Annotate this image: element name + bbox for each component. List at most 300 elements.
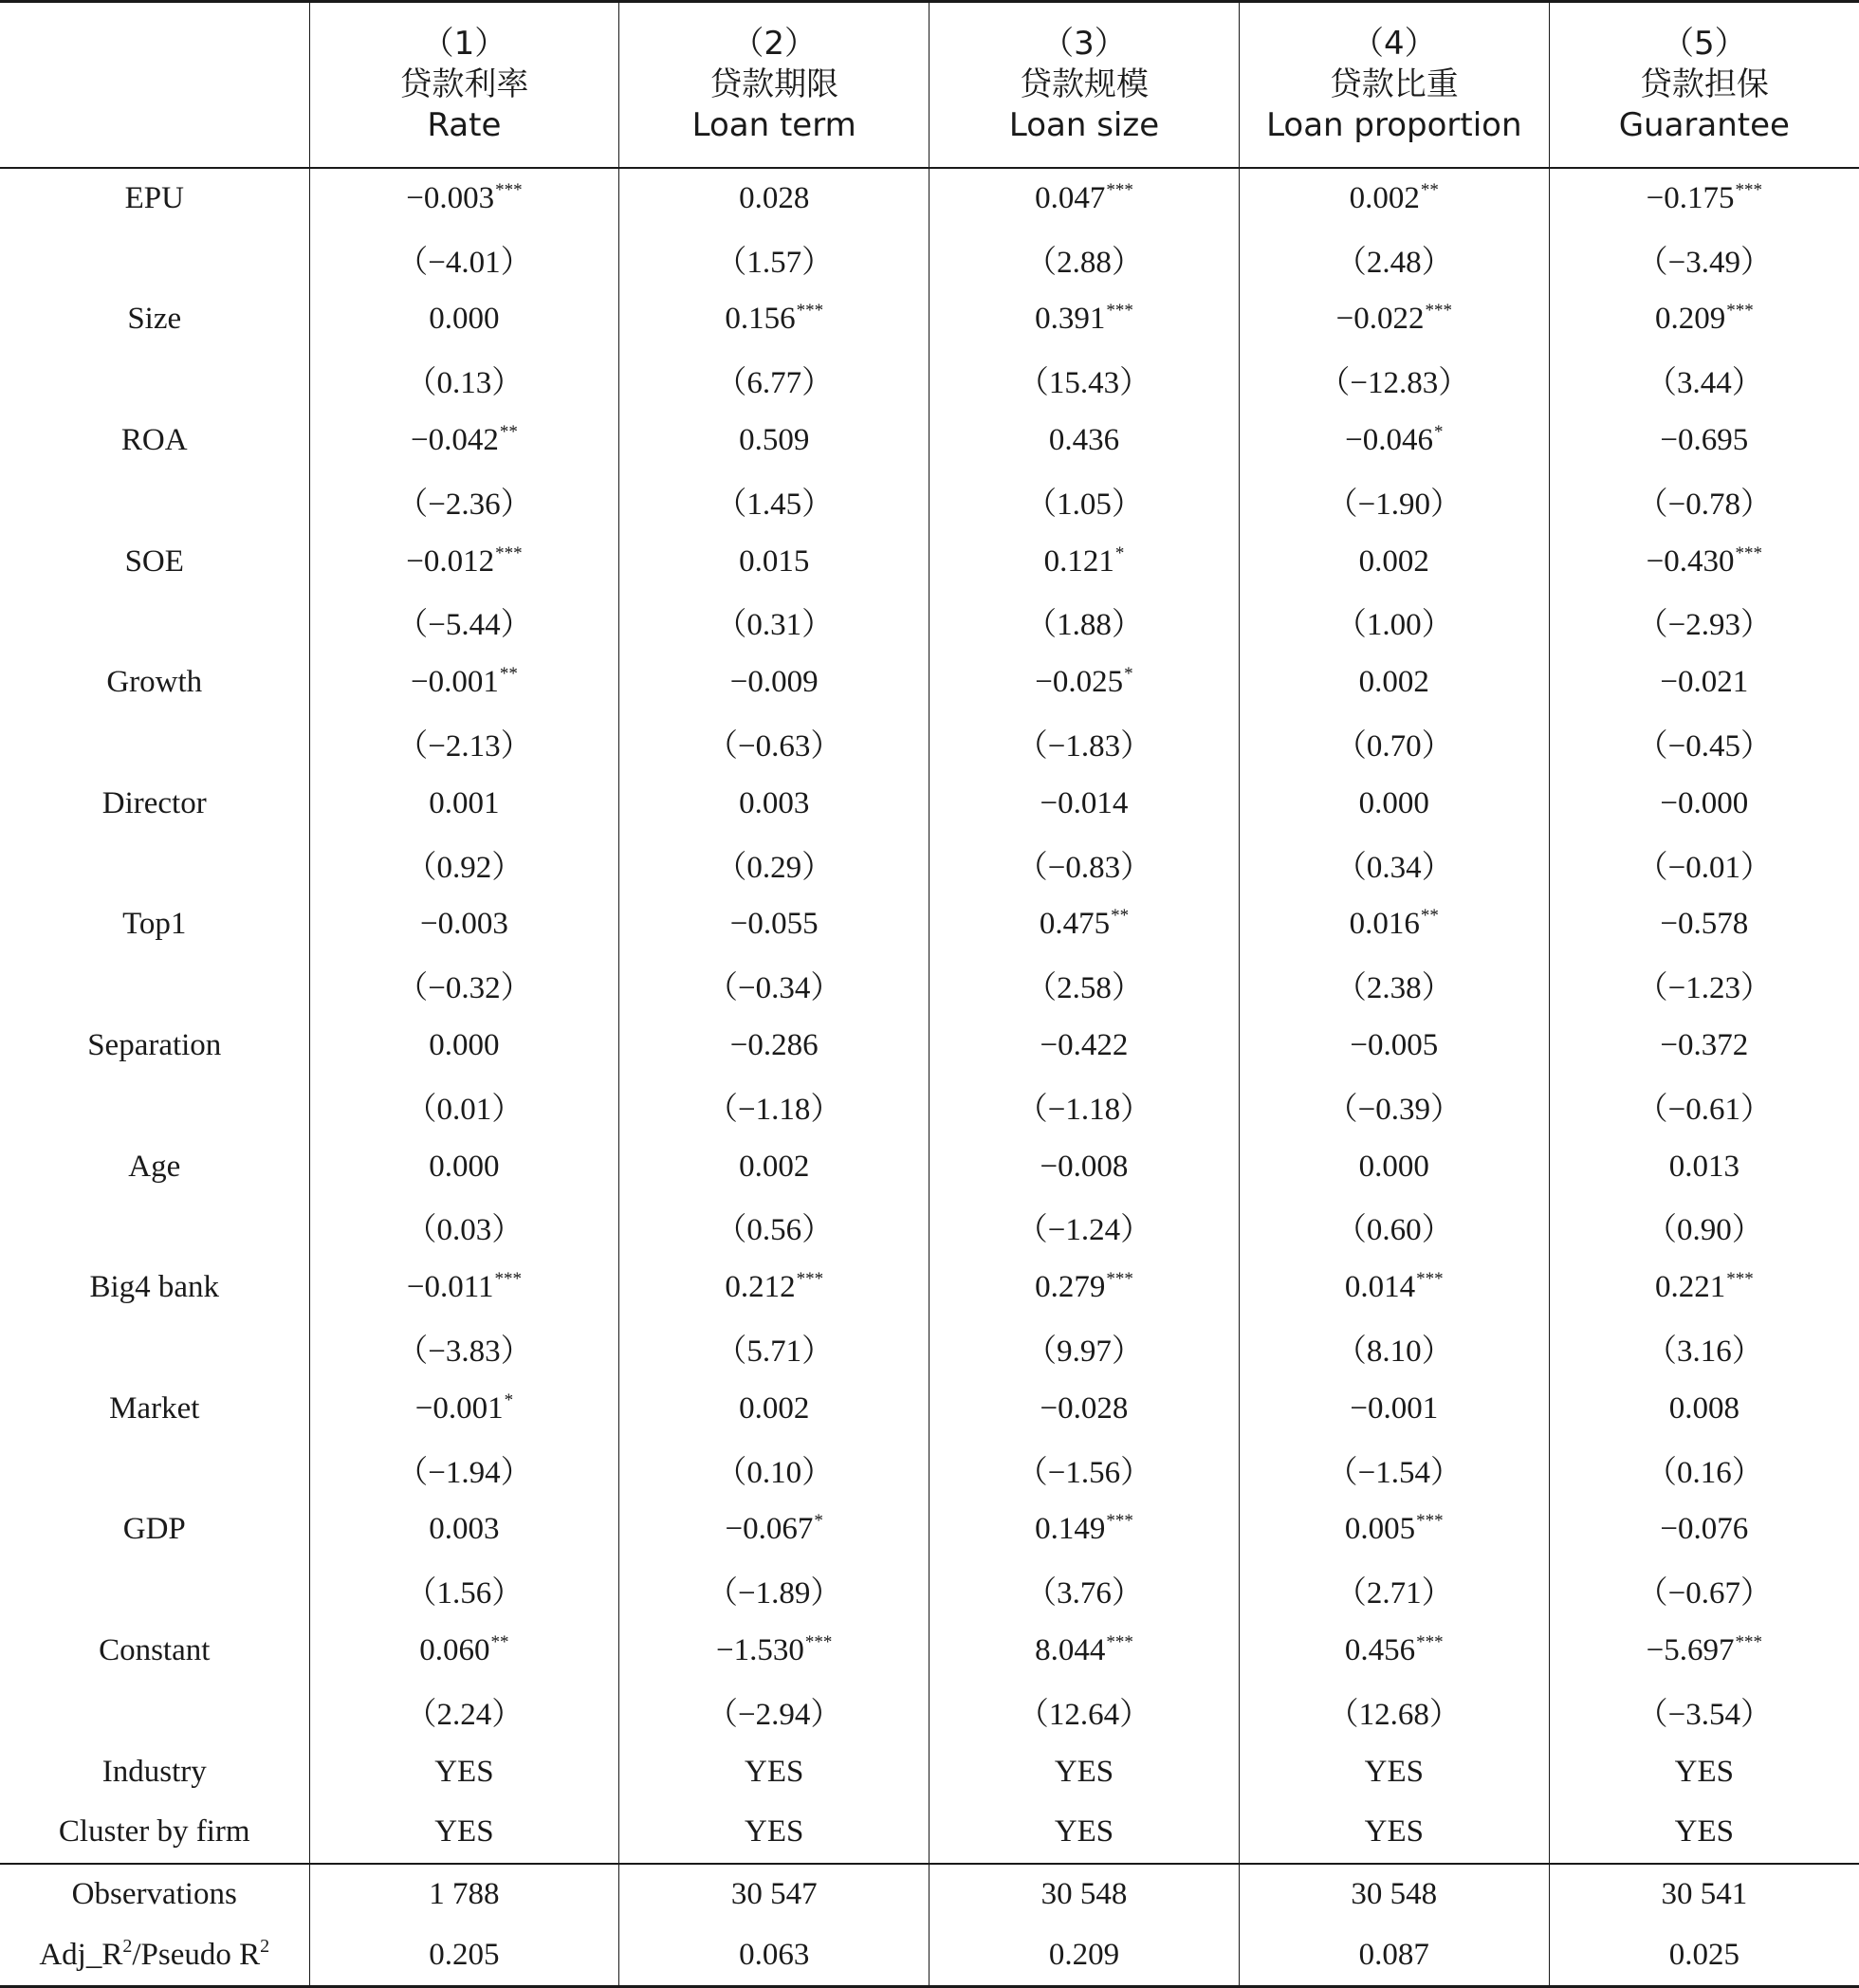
t-statistic-row: [0, 1076, 1859, 1136]
coefficient-cell: [930, 894, 1240, 955]
coefficient-value: −0.372: [1660, 1028, 1749, 1063]
t-statistic-value: （−0.34）: [707, 971, 842, 1006]
coefficient-cell: [1549, 1802, 1859, 1864]
t-statistic-value: （2.58）: [1025, 971, 1143, 1006]
t-statistic-cell: [619, 1318, 930, 1379]
t-statistic-value: （1.45）: [715, 487, 834, 522]
coefficient-row: [0, 1802, 1859, 1864]
t-statistic-cell: [619, 350, 930, 411]
significance-stars: ***: [495, 179, 523, 200]
coefficient-value: 0.002: [739, 1390, 810, 1426]
significance-stars: *: [1124, 664, 1133, 685]
coefficient-cell: [309, 1258, 619, 1318]
col-chinese-label: 贷款期限: [709, 64, 839, 103]
t-statistic-cell: [1549, 470, 1859, 531]
r2-label-part: Adj_R: [39, 1937, 123, 1972]
t-statistic-value: （2.38）: [1334, 971, 1453, 1006]
coefficient-value: −0.578: [1660, 907, 1749, 942]
t-statistic-cell: [1239, 834, 1549, 894]
coefficient-value: −5.697: [1646, 1633, 1735, 1668]
t-statistic-value: （−1.24）: [1016, 1213, 1152, 1248]
coefficient-cell: [309, 1136, 619, 1197]
coefficient-cell: [1239, 1741, 1549, 1802]
row-label: [0, 1076, 309, 1136]
header-col-3: [930, 2, 1240, 168]
t-statistic-cell: [1239, 229, 1549, 289]
coefficient-value: −0.000: [1660, 785, 1749, 820]
coefficient-value: YES: [1674, 1754, 1735, 1789]
coefficient-value: YES: [1054, 1754, 1114, 1789]
coefficient-cell: [1239, 894, 1549, 955]
t-statistic-value: （15.43）: [1017, 366, 1151, 401]
t-statistic-value: （0.92）: [405, 850, 524, 885]
t-statistic-value: （0.34）: [1334, 850, 1453, 885]
t-statistic-cell: [930, 1560, 1240, 1621]
coefficient-value: −0.009: [729, 665, 819, 700]
coefficient-value: 0.005: [1344, 1512, 1416, 1547]
coefficient-cell: [619, 1378, 930, 1439]
coefficient-cell: [930, 1136, 1240, 1197]
coefficient-cell: [309, 773, 619, 834]
coefficient-cell: [1549, 411, 1859, 471]
coefficient-cell: [1239, 1621, 1549, 1682]
t-statistic-cell: [930, 229, 1240, 289]
row-label: Growth: [106, 665, 203, 700]
coefficient-row: [0, 289, 1859, 350]
significance-stars: ***: [1735, 543, 1763, 563]
coefficient-value: −0.001: [414, 1390, 504, 1426]
coefficient-cell: [309, 1621, 619, 1682]
row-label: [0, 350, 309, 411]
t-statistic-cell: [1239, 1318, 1549, 1379]
t-statistic-cell: [619, 229, 930, 289]
t-statistic-cell: [619, 1439, 930, 1500]
t-statistic-value: （8.10）: [1334, 1335, 1453, 1370]
header-row: [0, 2, 1859, 168]
t-statistic-row: [0, 350, 1859, 411]
coefficient-cell: [309, 168, 619, 230]
t-statistic-cell: [930, 1681, 1240, 1741]
t-statistic-cell: [619, 1076, 930, 1136]
row-label: Cluster by firm: [58, 1814, 250, 1850]
t-statistic-value: （−1.90）: [1326, 487, 1462, 522]
coefficient-value: YES: [745, 1814, 804, 1850]
coefficient-value: −0.076: [1660, 1512, 1749, 1547]
coefficient-cell: [619, 289, 930, 350]
r2-label-exponent: 2: [260, 1935, 270, 1957]
t-statistic-row: [0, 1681, 1859, 1741]
coefficient-cell: [309, 411, 619, 471]
coefficient-value: −0.055: [729, 907, 819, 942]
row-label: Industry: [101, 1754, 207, 1789]
table-header: [0, 2, 1859, 168]
coefficient-cell: [930, 1741, 1240, 1802]
t-statistic-cell: [309, 834, 619, 894]
row-label: SOE: [124, 543, 184, 579]
coefficient-value: 0.028: [739, 180, 810, 215]
coefficient-cell: [619, 1500, 930, 1560]
col-english-label: Rate: [427, 105, 502, 144]
t-statistic-value: （−0.78）: [1636, 487, 1773, 522]
t-statistic-row: [0, 1318, 1859, 1379]
t-statistic-cell: [619, 470, 930, 531]
t-statistic-cell: [309, 229, 619, 289]
coefficient-value: 0.475: [1039, 907, 1111, 942]
coefficient-value: −0.001: [1350, 1390, 1439, 1426]
t-statistic-cell: [930, 470, 1240, 531]
coefficient-cell: [930, 289, 1240, 350]
coefficient-rows: [0, 168, 1859, 1864]
coefficient-cell: [309, 1016, 619, 1077]
t-statistic-cell: [309, 1197, 619, 1258]
significance-stars: ***: [495, 543, 523, 563]
t-statistic-value: （−2.13）: [396, 729, 532, 764]
col-english-label: Loan proportion: [1266, 105, 1522, 144]
r2-label-part: /Pseudo R: [132, 1937, 261, 1972]
row-label: Constant: [99, 1633, 211, 1668]
t-statistic-value: （12.68）: [1327, 1697, 1461, 1732]
coefficient-row: [0, 1136, 1859, 1197]
t-statistic-row: [0, 713, 1859, 774]
coefficient-value: 0.000: [1358, 785, 1429, 820]
t-statistic-value: （−2.94）: [707, 1697, 842, 1732]
t-statistic-value: （1.56）: [405, 1576, 524, 1611]
coefficient-value: 0.001: [429, 785, 500, 820]
coefficient-value: 0.279: [1035, 1270, 1106, 1305]
t-statistic-cell: [1549, 1076, 1859, 1136]
significance-stars: **: [1111, 906, 1130, 927]
coefficient-value: 0.156: [725, 302, 796, 337]
t-statistic-row: [0, 229, 1859, 289]
significance-stars: ***: [1735, 1632, 1763, 1653]
coefficient-cell: [930, 531, 1240, 592]
coefficient-cell: [930, 1802, 1240, 1864]
t-statistic-value: （−1.94）: [396, 1455, 532, 1490]
row-label: ROA: [120, 423, 188, 458]
coefficient-value: 0.000: [429, 302, 500, 337]
t-statistic-value: （−0.61）: [1636, 1092, 1773, 1127]
row-label: Market: [109, 1390, 200, 1426]
t-statistic-value: （12.64）: [1017, 1697, 1151, 1732]
significance-stars: **: [1420, 179, 1439, 200]
coefficient-value: −0.003: [419, 907, 508, 942]
significance-stars: ***: [1106, 301, 1133, 322]
coefficient-cell: [619, 168, 930, 230]
t-statistic-cell: [930, 713, 1240, 774]
coefficient-value: YES: [1054, 1814, 1114, 1850]
coefficient-value: YES: [434, 1814, 494, 1850]
t-statistic-row: [0, 1197, 1859, 1258]
row-label: EPU: [124, 180, 184, 215]
t-statistic-cell: [309, 470, 619, 531]
t-statistic-row: [0, 1560, 1859, 1621]
coefficient-value: −0.046: [1345, 423, 1433, 458]
coefficient-cell: [1239, 1802, 1549, 1864]
t-statistic-value: （0.60）: [1334, 1213, 1453, 1248]
t-statistic-cell: [1549, 592, 1859, 653]
coefficient-value: −0.011: [406, 1270, 494, 1305]
row-label: [0, 1318, 309, 1379]
coefficient-cell: [1239, 1016, 1549, 1077]
coefficient-value: −0.286: [729, 1028, 819, 1063]
significance-stars: **: [499, 422, 518, 443]
t-statistic-cell: [1549, 955, 1859, 1016]
coefficient-value: 0.015: [739, 543, 810, 579]
t-statistic-value: （5.71）: [715, 1335, 834, 1370]
header-corner-cell: [0, 2, 309, 168]
coefficient-value: −0.012: [406, 543, 495, 579]
row-label-observations: Observations: [0, 1864, 309, 1925]
coefficient-row: [0, 773, 1859, 834]
t-statistic-row: [0, 1439, 1859, 1500]
t-statistic-cell: [309, 955, 619, 1016]
t-statistic-value: （−3.83）: [396, 1335, 532, 1370]
coefficient-cell: [1549, 1016, 1859, 1077]
t-statistic-value: （2.88）: [1025, 245, 1143, 280]
col-chinese-label: 贷款担保: [1639, 64, 1769, 103]
t-statistic-cell: [309, 592, 619, 653]
significance-stars: **: [1420, 906, 1439, 927]
coefficient-value: YES: [1364, 1754, 1424, 1789]
t-statistic-cell: [1239, 713, 1549, 774]
coefficient-cell: [1549, 289, 1859, 350]
coefficient-cell: [619, 411, 930, 471]
coefficient-value: 0.000: [1358, 1149, 1429, 1184]
coefficient-cell: [619, 1258, 930, 1318]
coefficient-cell: [1549, 1500, 1859, 1560]
t-statistic-value: （1.88）: [1025, 608, 1143, 643]
row-label: [0, 834, 309, 894]
coefficient-cell: [1239, 653, 1549, 713]
t-statistic-cell: [309, 1560, 619, 1621]
coefficient-cell: [309, 894, 619, 955]
row-label: Director: [101, 785, 207, 820]
coefficient-row: [0, 1378, 1859, 1439]
t-statistic-cell: [1549, 1560, 1859, 1621]
coefficient-value: −0.005: [1350, 1028, 1439, 1063]
significance-stars: *: [814, 1511, 823, 1532]
coefficient-value: 0.008: [1668, 1390, 1739, 1426]
significance-stars: ***: [1735, 179, 1763, 200]
coefficient-value: 0.212: [725, 1270, 796, 1305]
col-number: （3）: [1041, 24, 1127, 63]
t-statistic-value: （−0.01）: [1636, 850, 1773, 885]
t-statistic-value: （0.10）: [715, 1455, 834, 1490]
observations-value: 30 548: [1239, 1864, 1549, 1925]
t-statistic-cell: [1549, 834, 1859, 894]
row-label: [0, 1560, 309, 1621]
col-english-label: Guarantee: [1618, 105, 1790, 144]
row-label: [0, 955, 309, 1016]
coefficient-cell: [619, 894, 930, 955]
row-label: Top1: [122, 907, 187, 942]
coefficient-cell: [930, 773, 1240, 834]
coefficient-cell: [309, 1741, 619, 1802]
coefficient-cell: [1549, 1258, 1859, 1318]
t-statistic-value: （−1.83）: [1016, 729, 1152, 764]
coefficient-cell: [1549, 168, 1859, 230]
row-label: GDP: [122, 1512, 186, 1547]
coefficient-value: −0.430: [1646, 543, 1735, 579]
coefficient-value: 0.047: [1035, 180, 1106, 215]
coefficient-cell: [1549, 1621, 1859, 1682]
row-label: Size: [127, 302, 182, 337]
col-chinese-label: 贷款规模: [1019, 64, 1149, 103]
significance-stars: **: [499, 664, 518, 685]
coefficient-value: −0.067: [725, 1512, 814, 1547]
coefficient-value: −0.022: [1335, 302, 1425, 337]
t-statistic-value: （−3.54）: [1636, 1697, 1773, 1732]
t-statistic-cell: [930, 834, 1240, 894]
coefficient-value: 0.121: [1043, 543, 1114, 579]
t-statistic-value: （0.31）: [715, 608, 834, 643]
t-statistic-value: （0.56）: [715, 1213, 834, 1248]
coefficient-value: −0.025: [1035, 665, 1124, 700]
t-statistic-value: （0.13）: [405, 366, 524, 401]
t-statistic-value: （1.57）: [715, 245, 834, 280]
coefficient-value: 0.000: [429, 1149, 500, 1184]
coefficient-cell: [1239, 1500, 1549, 1560]
row-label-r-squared: [0, 1924, 309, 1986]
t-statistic-value: （6.77）: [715, 366, 834, 401]
t-statistic-cell: [930, 1318, 1240, 1379]
significance-stars: *: [504, 1390, 514, 1410]
t-statistic-cell: [1239, 1560, 1549, 1621]
t-statistic-value: （2.48）: [1334, 245, 1453, 280]
r-squared-value: 0.209: [930, 1924, 1240, 1986]
t-statistic-cell: [1549, 713, 1859, 774]
t-statistic-cell: [1239, 470, 1549, 531]
t-statistic-value: （3.44）: [1645, 366, 1763, 401]
significance-stars: ***: [1106, 1632, 1133, 1653]
t-statistic-value: （−0.32）: [396, 971, 532, 1006]
coefficient-row: [0, 411, 1859, 471]
t-statistic-cell: [1549, 1318, 1859, 1379]
coefficient-cell: [619, 531, 930, 592]
significance-stars: ***: [804, 1632, 833, 1653]
coefficient-cell: [1549, 773, 1859, 834]
coefficient-row: [0, 653, 1859, 713]
t-statistic-cell: [619, 955, 930, 1016]
t-statistic-value: （−12.83）: [1318, 366, 1470, 401]
t-statistic-cell: [309, 1318, 619, 1379]
t-statistic-cell: [1549, 350, 1859, 411]
coefficient-value: 0.221: [1654, 1270, 1726, 1305]
col-number: （4）: [1351, 24, 1437, 63]
row-label: [0, 713, 309, 774]
t-statistic-value: （9.97）: [1025, 1335, 1143, 1370]
coefficient-row: [0, 1621, 1859, 1682]
coefficient-cell: [619, 1016, 930, 1077]
t-statistic-cell: [930, 350, 1240, 411]
coefficient-row: [0, 1741, 1859, 1802]
coefficient-cell: [309, 1378, 619, 1439]
row-label: [0, 1197, 309, 1258]
coefficient-cell: [1239, 1378, 1549, 1439]
t-statistic-row: [0, 592, 1859, 653]
coefficient-cell: [1549, 894, 1859, 955]
row-label: [0, 470, 309, 531]
t-statistic-value: （−0.39）: [1326, 1092, 1462, 1127]
t-statistic-row: [0, 834, 1859, 894]
coefficient-cell: [309, 531, 619, 592]
t-statistic-cell: [930, 592, 1240, 653]
col-number: （2）: [731, 24, 818, 63]
coefficient-row: [0, 894, 1859, 955]
significance-stars: ***: [1726, 301, 1754, 322]
t-statistic-cell: [1549, 1681, 1859, 1741]
coefficient-row: [0, 1258, 1859, 1318]
summary-stats-rows: [0, 1864, 1859, 1987]
header-col-5: [1549, 2, 1859, 168]
coefficient-cell: [1549, 1378, 1859, 1439]
t-statistic-cell: [619, 834, 930, 894]
t-statistic-value: （−1.56）: [1016, 1455, 1152, 1490]
row-label: [0, 229, 309, 289]
coefficient-value: 0.509: [739, 423, 810, 458]
observations-value: 30 541: [1549, 1864, 1859, 1925]
coefficient-value: 0.391: [1035, 302, 1106, 337]
t-statistic-value: （2.71）: [1334, 1576, 1453, 1611]
coefficient-cell: [309, 289, 619, 350]
coefficient-value: YES: [1674, 1814, 1735, 1850]
t-statistic-value: （−0.63）: [707, 729, 842, 764]
t-statistic-value: （−5.44）: [396, 608, 532, 643]
t-statistic-value: （0.16）: [1645, 1455, 1763, 1490]
t-statistic-cell: [309, 713, 619, 774]
t-statistic-value: （−1.18）: [1016, 1092, 1152, 1127]
t-statistic-cell: [309, 350, 619, 411]
observations-value: 30 547: [619, 1864, 930, 1925]
coefficient-cell: [619, 1621, 930, 1682]
significance-stars: ***: [494, 1269, 522, 1290]
coefficient-cell: [1549, 1136, 1859, 1197]
t-statistic-cell: [1239, 955, 1549, 1016]
coefficient-value: −0.028: [1040, 1390, 1129, 1426]
coefficient-value: −0.422: [1040, 1028, 1129, 1063]
coefficient-value: 0.060: [419, 1633, 490, 1668]
coefficient-value: YES: [434, 1754, 494, 1789]
t-statistic-cell: [309, 1439, 619, 1500]
coefficient-value: YES: [1364, 1814, 1424, 1850]
coefficient-cell: [930, 1500, 1240, 1560]
row-label: Big4 bank: [89, 1270, 220, 1305]
coefficient-cell: [930, 411, 1240, 471]
r-squared-value: 0.205: [309, 1924, 619, 1986]
t-statistic-cell: [1239, 1076, 1549, 1136]
t-statistic-cell: [930, 1076, 1240, 1136]
t-statistic-cell: [619, 713, 930, 774]
t-statistic-value: （−4.01）: [396, 245, 532, 280]
t-statistic-cell: [1239, 592, 1549, 653]
t-statistic-value: （1.05）: [1025, 487, 1143, 522]
t-statistic-value: （−3.49）: [1636, 245, 1773, 280]
t-statistic-cell: [1549, 1197, 1859, 1258]
coefficient-value: 8.044: [1035, 1633, 1106, 1668]
observations-row: [0, 1864, 1859, 1925]
coefficient-cell: [309, 653, 619, 713]
r-squared-row: [0, 1924, 1859, 1986]
coefficient-cell: [1239, 1258, 1549, 1318]
t-statistic-cell: [309, 1681, 619, 1741]
t-statistic-cell: [1239, 1681, 1549, 1741]
t-statistic-cell: [619, 1681, 930, 1741]
t-statistic-value: （−0.45）: [1636, 729, 1773, 764]
t-statistic-value: （3.16）: [1645, 1335, 1763, 1370]
coefficient-row: [0, 1500, 1859, 1560]
row-label: Age: [128, 1149, 181, 1184]
coefficient-cell: [930, 653, 1240, 713]
